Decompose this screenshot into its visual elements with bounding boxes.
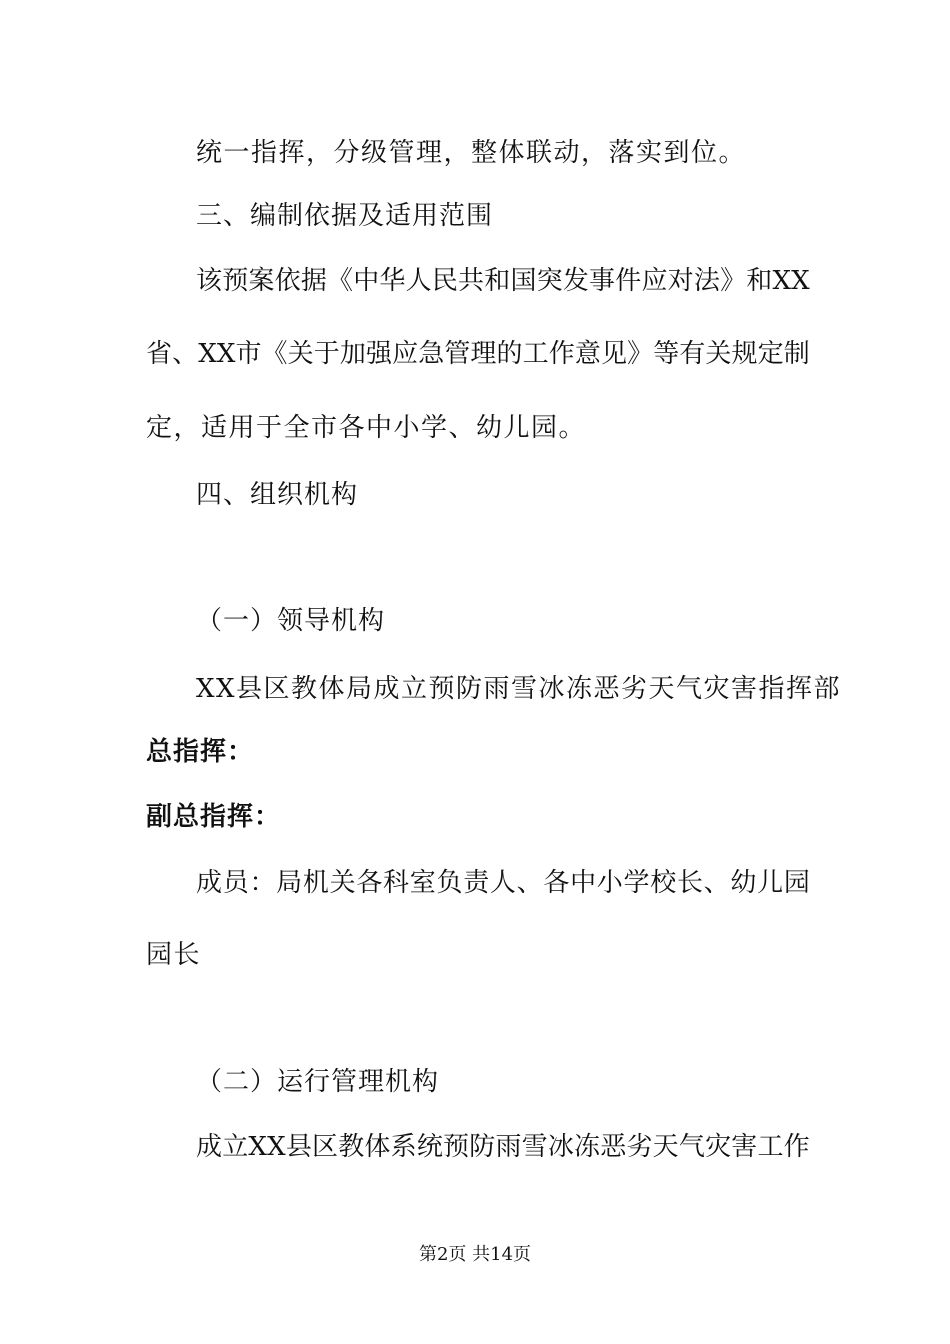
text-char: 雪 bbox=[521, 1132, 548, 1162]
leadership-text: XX县区教体局成立预防雨雪冰冻恶劣天气灾害指挥部 bbox=[196, 674, 842, 704]
text-char: X bbox=[198, 339, 217, 369]
text-char: 关 bbox=[705, 339, 732, 369]
text-char: 和 bbox=[484, 266, 511, 296]
text-char: 关 bbox=[287, 339, 314, 369]
text-char: 等 bbox=[653, 339, 680, 369]
text-char: 防 bbox=[469, 1132, 496, 1162]
text-char: 》 bbox=[627, 339, 654, 369]
text-char: 科 bbox=[383, 868, 410, 898]
text-char: 《 bbox=[261, 339, 288, 369]
text-char: 对 bbox=[667, 266, 694, 296]
page-footer: 第2页 共14页 bbox=[418, 1244, 532, 1265]
text-char: 工 bbox=[522, 339, 549, 369]
text-char: 有 bbox=[679, 339, 706, 369]
text-char: 体 bbox=[364, 1132, 391, 1162]
text-char: 气 bbox=[678, 1132, 705, 1162]
text-char: 该 bbox=[196, 266, 223, 296]
subsection-heading-leadership: （一）领导机构 bbox=[196, 606, 386, 636]
text-char: ： bbox=[249, 868, 276, 898]
text-char: 民 bbox=[431, 266, 458, 296]
text-char: 国 bbox=[510, 266, 537, 296]
text-char: 校 bbox=[650, 868, 677, 898]
text-char: 制 bbox=[783, 339, 810, 369]
operations-text bbox=[196, 1130, 810, 1164]
text-char: 冰 bbox=[547, 1132, 574, 1162]
subsection-heading-operations: （二）运行管理机构 bbox=[196, 1067, 440, 1097]
text-char: 雨 bbox=[495, 1132, 522, 1162]
text-char: 共 bbox=[458, 266, 485, 296]
text-char: 冻 bbox=[574, 1132, 601, 1162]
text-char: 局 bbox=[276, 868, 303, 898]
text-char: 作 bbox=[548, 339, 575, 369]
text-char: X bbox=[267, 1132, 286, 1162]
text-char: 小 bbox=[596, 868, 623, 898]
text-char: 急 bbox=[418, 339, 445, 369]
text-char: 灾 bbox=[705, 1132, 732, 1162]
text-char: 人 bbox=[489, 868, 516, 898]
text-char: 负 bbox=[436, 868, 463, 898]
text-char: 工 bbox=[757, 1132, 784, 1162]
text-char: 成 bbox=[196, 1132, 223, 1162]
basis-text-line-3: 定，适用于全市各中小学、幼儿园。 bbox=[146, 413, 587, 443]
text-char: 、 bbox=[703, 868, 730, 898]
text-char: 、 bbox=[172, 339, 199, 369]
section-heading-organization: 四、组织机构 bbox=[196, 480, 359, 510]
text-char: 园 bbox=[783, 868, 810, 898]
text-char: 突 bbox=[536, 266, 563, 296]
text-char: 预 bbox=[443, 1132, 470, 1162]
text-char: 员 bbox=[222, 868, 249, 898]
text-char: 儿 bbox=[757, 868, 784, 898]
text-char: 责 bbox=[463, 868, 490, 898]
text-char: X bbox=[216, 339, 236, 369]
text-char: 和 bbox=[746, 266, 773, 296]
text-char: 天 bbox=[652, 1132, 679, 1162]
text-char: 定 bbox=[757, 339, 784, 369]
text-char: 于 bbox=[313, 339, 340, 369]
text-char: 发 bbox=[562, 266, 589, 296]
text-char: 案 bbox=[248, 266, 275, 296]
text-char: 统 bbox=[416, 1132, 443, 1162]
text-char: 见 bbox=[600, 339, 627, 369]
text-char: 各 bbox=[356, 868, 383, 898]
text-char: 管 bbox=[444, 339, 471, 369]
text-char: 教 bbox=[338, 1132, 365, 1162]
text-char: 华 bbox=[379, 266, 406, 296]
text-char: 县 bbox=[285, 1132, 312, 1162]
text-char: 预 bbox=[222, 266, 249, 296]
text-char: 理 bbox=[470, 339, 497, 369]
text-char: 中 bbox=[353, 266, 380, 296]
text-char: 依 bbox=[274, 266, 301, 296]
text-char: 《 bbox=[327, 266, 354, 296]
text-char: 机 bbox=[302, 868, 329, 898]
text-char: 关 bbox=[329, 868, 356, 898]
text-char: 事 bbox=[589, 266, 616, 296]
text-char: 应 bbox=[392, 339, 419, 369]
text-char: X bbox=[248, 1132, 267, 1162]
text-char: 法 bbox=[693, 266, 720, 296]
text-char: 强 bbox=[365, 339, 392, 369]
text-char: 意 bbox=[574, 339, 601, 369]
deputy-commander-label: 副总指挥： bbox=[146, 802, 282, 832]
text-char: 、 bbox=[516, 868, 543, 898]
text-char: 的 bbox=[496, 339, 523, 369]
text-char: X bbox=[791, 266, 810, 296]
text-char: 据 bbox=[300, 266, 327, 296]
text-char: 市 bbox=[235, 339, 262, 369]
text-char: 长 bbox=[676, 868, 703, 898]
text-char: 区 bbox=[312, 1132, 339, 1162]
text-char: 人 bbox=[405, 266, 432, 296]
text-char: 规 bbox=[731, 339, 758, 369]
text-char: 学 bbox=[623, 868, 650, 898]
principle-text: 统一指挥，分级管理，整体联动，落实到位。 bbox=[196, 138, 747, 168]
text-char: 中 bbox=[570, 868, 597, 898]
text-char: 幼 bbox=[730, 868, 757, 898]
text-char: 省 bbox=[146, 339, 173, 369]
text-char: 系 bbox=[390, 1132, 417, 1162]
section-heading-basis-scope: 三、编制依据及适用范围 bbox=[196, 201, 494, 231]
text-char: 各 bbox=[543, 868, 570, 898]
text-char: 害 bbox=[731, 1132, 758, 1162]
text-char: 恶 bbox=[600, 1132, 627, 1162]
members-text-line-1 bbox=[196, 866, 810, 900]
text-char: 加 bbox=[339, 339, 366, 369]
text-char: 成 bbox=[196, 868, 223, 898]
text-char: 室 bbox=[409, 868, 436, 898]
text-char: 应 bbox=[641, 266, 668, 296]
text-char: 》 bbox=[720, 266, 747, 296]
text-char: X bbox=[772, 266, 791, 296]
text-char: 立 bbox=[222, 1132, 249, 1162]
commander-label: 总指挥： bbox=[146, 737, 255, 767]
text-char: 劣 bbox=[626, 1132, 653, 1162]
text-char: 作 bbox=[783, 1132, 810, 1162]
basis-text-line-2 bbox=[146, 337, 810, 371]
basis-text-line-1 bbox=[196, 264, 810, 298]
text-char: 件 bbox=[615, 266, 642, 296]
members-text-line-2: 园长 bbox=[146, 940, 202, 970]
